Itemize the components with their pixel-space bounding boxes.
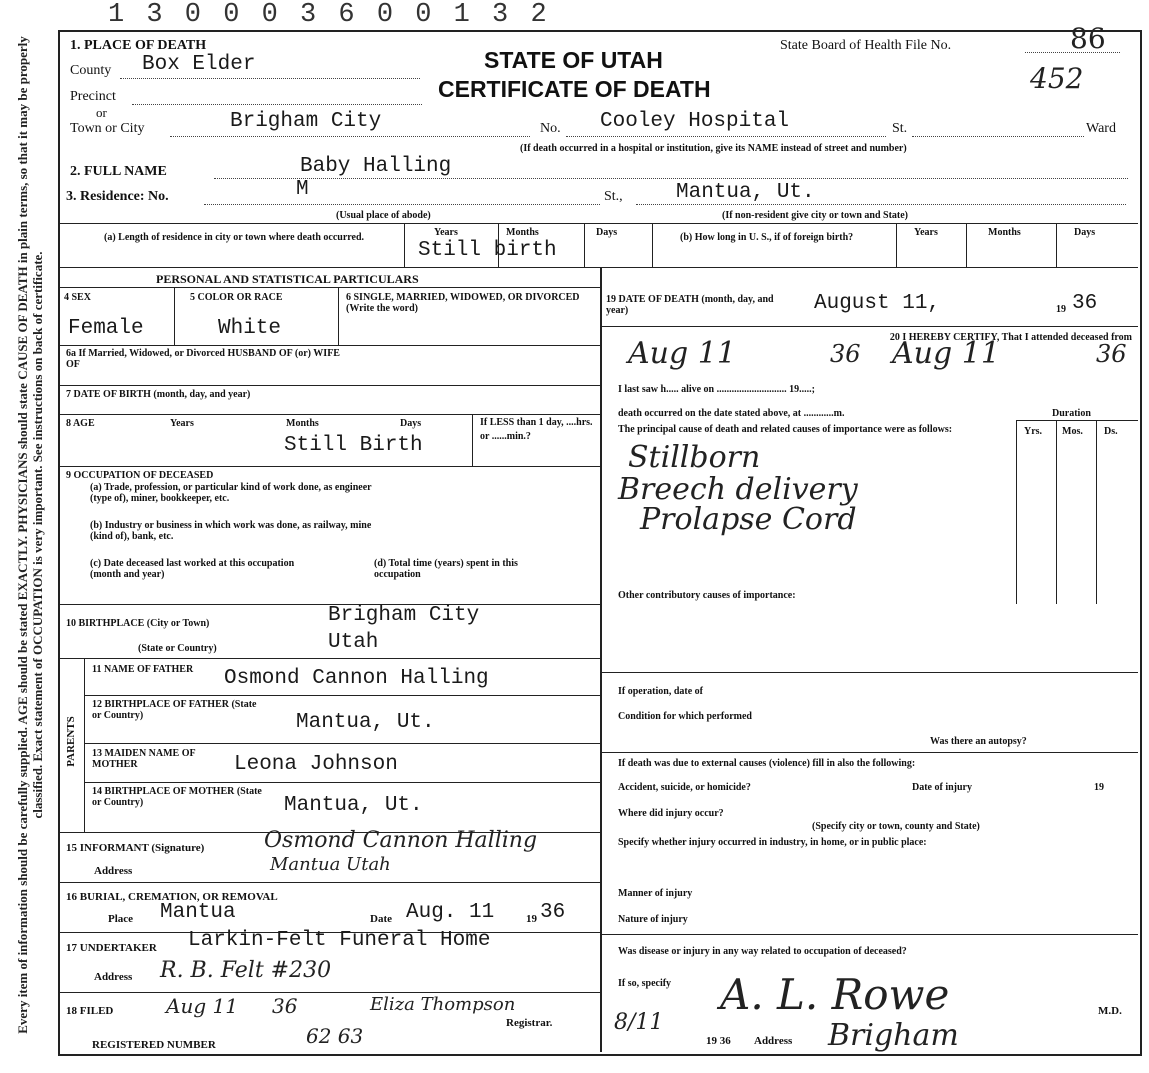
- precinct-label: Precinct: [70, 89, 116, 104]
- race-label: 5 COLOR OR RACE: [190, 292, 283, 303]
- occupation-label: 9 OCCUPATION OF DECEASED: [66, 470, 214, 481]
- injury-year-label: 19: [1094, 782, 1104, 793]
- registrar-signature: Eliza Thompson: [370, 994, 516, 1015]
- cause-1: Stillborn: [628, 440, 761, 475]
- age-value: Still Birth: [284, 434, 423, 457]
- spouse-label: 6a If Married, Widowed, or Divorced HUSBAND OF (or) WIFE OF: [66, 348, 340, 370]
- age-months-head: Months: [286, 418, 319, 429]
- or-label: or: [96, 105, 107, 120]
- manner-label: Manner of injury: [618, 888, 693, 899]
- attended-from: Aug 11: [628, 336, 736, 371]
- town-label: Town or City: [70, 121, 145, 136]
- mother-label: 13 MAIDEN NAME OF MOTHER: [92, 748, 196, 770]
- cause-3: Prolapse Cord: [640, 502, 857, 537]
- length-months-head: Months: [506, 227, 539, 238]
- mother-birthplace-value: Mantua, Ut.: [284, 794, 423, 817]
- md-label: M.D.: [1098, 1005, 1122, 1017]
- less-than-day-label: If LESS than 1 day, ....hrs. or ......min.?: [480, 417, 593, 442]
- birthplace-label: 10 BIRTHPLACE (City or Town): [66, 618, 210, 629]
- occupation-a: (a) Trade, profession, or particular kind of work done, as engineer (type of), miner, bookkeeper, etc.: [90, 482, 372, 504]
- state-title: STATE OF UTAH: [484, 47, 663, 73]
- dod-year-value: 36: [1072, 292, 1098, 315]
- county-label: County: [70, 63, 112, 78]
- informant-address: Mantua Utah: [270, 854, 391, 875]
- physician-address-label: Address: [754, 1035, 793, 1047]
- injury-date-label: Date of injury: [912, 782, 972, 793]
- burial-date-label: Date: [370, 913, 392, 925]
- personal-heading: PERSONAL AND STATISTICAL PARTICULARS: [156, 272, 419, 286]
- cause-2: Breech delivery: [618, 472, 858, 507]
- burial-date-value: Aug. 11: [406, 901, 495, 924]
- if-so-label: If so, specify: [618, 978, 672, 989]
- mother-birthplace-label: 14 BIRTHPLACE OF MOTHER (State or Country): [92, 786, 262, 808]
- length-days-head: Days: [596, 227, 618, 238]
- birth-state-value: Utah: [328, 631, 379, 654]
- hospital-note: (If death occurred in a hospital or institution, give its NAME instead of street and number): [520, 143, 907, 154]
- marital-label: 6 SINGLE, MARRIED, WIDOWED, OR DIVORCED (Write the word): [346, 292, 580, 314]
- occupation-b: (b) Industry or business in which work was done, as railway, mine (kind of), bank, etc.: [90, 520, 372, 542]
- age-label: 8 AGE: [66, 418, 95, 429]
- last-saw-label: I last saw h..... alive on ............................ 19.....;: [618, 384, 815, 395]
- filed-date: Aug 11: [166, 994, 238, 1018]
- father-label: 11 NAME OF FATHER: [92, 664, 194, 675]
- mos-head: Mos.: [1062, 426, 1083, 437]
- hospital-value: Cooley Hospital: [600, 110, 790, 133]
- sex-label: 4 SEX: [64, 292, 91, 303]
- burial-label: 16 BURIAL, CREMATION, OR REMOVAL: [66, 891, 278, 903]
- physician-signature: A. L. Rowe: [720, 970, 950, 1019]
- registrar-label: Registrar.: [506, 1017, 553, 1029]
- informant-label: 15 INFORMANT (Signature): [66, 842, 205, 854]
- informant-address-label: Address: [94, 865, 133, 877]
- dob-label: 7 DATE OF BIRTH (month, day, and year): [66, 389, 251, 400]
- residence-label: 3. Residence: No.: [66, 189, 169, 204]
- age-days-head: Days: [400, 418, 422, 429]
- local-no: 452: [1030, 62, 1084, 95]
- parents-label: PARENTS: [64, 716, 77, 767]
- autopsy-label: Was there an autopsy?: [930, 736, 1027, 747]
- age-years-head: Years: [170, 418, 194, 429]
- residence-city: Mantua, Ut.: [676, 181, 815, 204]
- county-value: Box Elder: [142, 53, 256, 76]
- external-causes-label: If death was due to external causes (violence) fill in also the following:: [618, 758, 916, 769]
- ward-label: Ward: [1086, 121, 1116, 136]
- serial-number: 1 3 0 0 0 3 6 0 0 1 3 2: [108, 0, 550, 30]
- residence-st-label: St.,: [604, 189, 623, 204]
- st-label: St.: [892, 121, 908, 136]
- certificate-title: CERTIFICATE OF DEATH: [438, 76, 711, 102]
- registered-number-label: REGISTERED NUMBER: [92, 1039, 216, 1051]
- birth-state-label: (State or Country): [138, 643, 217, 654]
- undertaker-address-label: Address: [94, 971, 133, 983]
- dod-year-prefix: 19: [1056, 304, 1066, 315]
- burial-year-prefix: 19: [526, 913, 537, 925]
- race-value: White: [218, 317, 282, 340]
- nature-label: Nature of injury: [618, 914, 688, 925]
- town-value: Brigham City: [230, 110, 382, 133]
- mother-value: Leona Johnson: [234, 753, 398, 776]
- undertaker-value: Larkin-Felt Funeral Home: [188, 929, 491, 952]
- undertaker-label: 17 UNDERTAKER: [66, 942, 157, 954]
- length-value: Still birth: [418, 239, 557, 262]
- length-years-head: Years: [434, 227, 458, 238]
- duration-head: Duration: [1052, 408, 1091, 419]
- ds-head: Ds.: [1104, 426, 1118, 437]
- father-birthplace-label: 12 BIRTHPLACE OF FATHER (State or Country): [92, 699, 257, 721]
- undertaker-address: R. B. Felt #230: [160, 958, 332, 983]
- occurred-label: death occurred on the date stated above, at ............m.: [618, 408, 845, 419]
- yrs-head: Yrs.: [1024, 426, 1043, 437]
- filed-label: 18 FILED: [66, 1005, 114, 1017]
- principal-cause-label: The principal cause of death and related causes of importance were as follows:: [618, 424, 953, 435]
- filed-year: 36: [272, 994, 298, 1018]
- us-days-head: Days: [1074, 227, 1096, 238]
- residence-no: M: [296, 178, 309, 201]
- full-name-value: Baby Halling: [300, 155, 452, 178]
- signed-date: 8/11: [614, 1010, 664, 1035]
- length-residence-label: (a) Length of residence in city or town where death occurred.: [104, 232, 365, 243]
- condition-label: Condition for which performed: [618, 711, 752, 722]
- father-value: Osmond Cannon Halling: [224, 667, 489, 690]
- burial-place-value: Mantua: [160, 901, 236, 924]
- no-label: No.: [540, 121, 561, 136]
- industry-label: Specify whether injury occurred in industry, in home, or in public place:: [618, 837, 927, 848]
- sex-value: Female: [68, 317, 144, 340]
- father-birthplace-value: Mantua, Ut.: [296, 711, 435, 734]
- us-years-head: Years: [914, 227, 938, 238]
- informant-signature: Osmond Cannon Halling: [264, 828, 538, 853]
- occupation-c: (c) Date deceased last worked at this occupation (month and year): [90, 558, 295, 580]
- file-no: 86: [1070, 22, 1106, 55]
- attended-to: Aug 11: [892, 336, 1000, 371]
- attended-from-year: 36: [830, 340, 861, 368]
- disease-occupation-label: Was disease or injury in any way related to occupation of deceased?: [618, 946, 907, 957]
- occupation-d: (d) Total time (years) spent in this occupation: [374, 558, 518, 580]
- side-instructions: Every item of information should be carefully supplied. AGE should be stated EXACTLY. PHYSICIANS should state CAUSE OF DEATH in plain terms, so that it may be properly classified. Exact statement of OCCUPATION is very important. See instructions on back of certificate.: [15, 36, 45, 1034]
- us-residence-label: (b) How long in U. S., if of foreign birth?: [680, 232, 854, 243]
- date-of-death-label: 19 DATE OF DEATH (month, day, and year): [606, 294, 774, 316]
- registered-number: 62 63: [306, 1024, 364, 1048]
- date-of-death-value: August 11,: [814, 292, 941, 315]
- burial-year-value: 36: [540, 901, 566, 924]
- full-name-label: 2. FULL NAME: [70, 164, 167, 179]
- nonresident-note: (If non-resident give city or town and State): [722, 210, 909, 221]
- certify-label: 20 I HEREBY CERTIFY, That I attended deceased from: [889, 332, 1132, 343]
- other-causes-label: Other contributory causes of importance:: [618, 590, 796, 601]
- abode-note: (Usual place of abode): [336, 210, 431, 221]
- birthplace-value: Brigham City: [328, 604, 480, 627]
- accident-label: Accident, suicide, or homicide?: [618, 782, 751, 793]
- us-months-head: Months: [988, 227, 1021, 238]
- attended-to-year: 36: [1096, 340, 1127, 368]
- operation-label: If operation, date of: [618, 686, 703, 697]
- where-injury-label: Where did injury occur?: [618, 808, 724, 819]
- place-heading: 1. PLACE OF DEATH: [70, 38, 207, 53]
- signed-year: 19 36: [706, 1035, 731, 1047]
- specify-place-note: (Specify city or town, county and State): [812, 821, 980, 832]
- burial-place-label: Place: [108, 913, 134, 925]
- file-no-label: State Board of Health File No.: [780, 38, 952, 53]
- physician-address: Brigham: [828, 1018, 959, 1053]
